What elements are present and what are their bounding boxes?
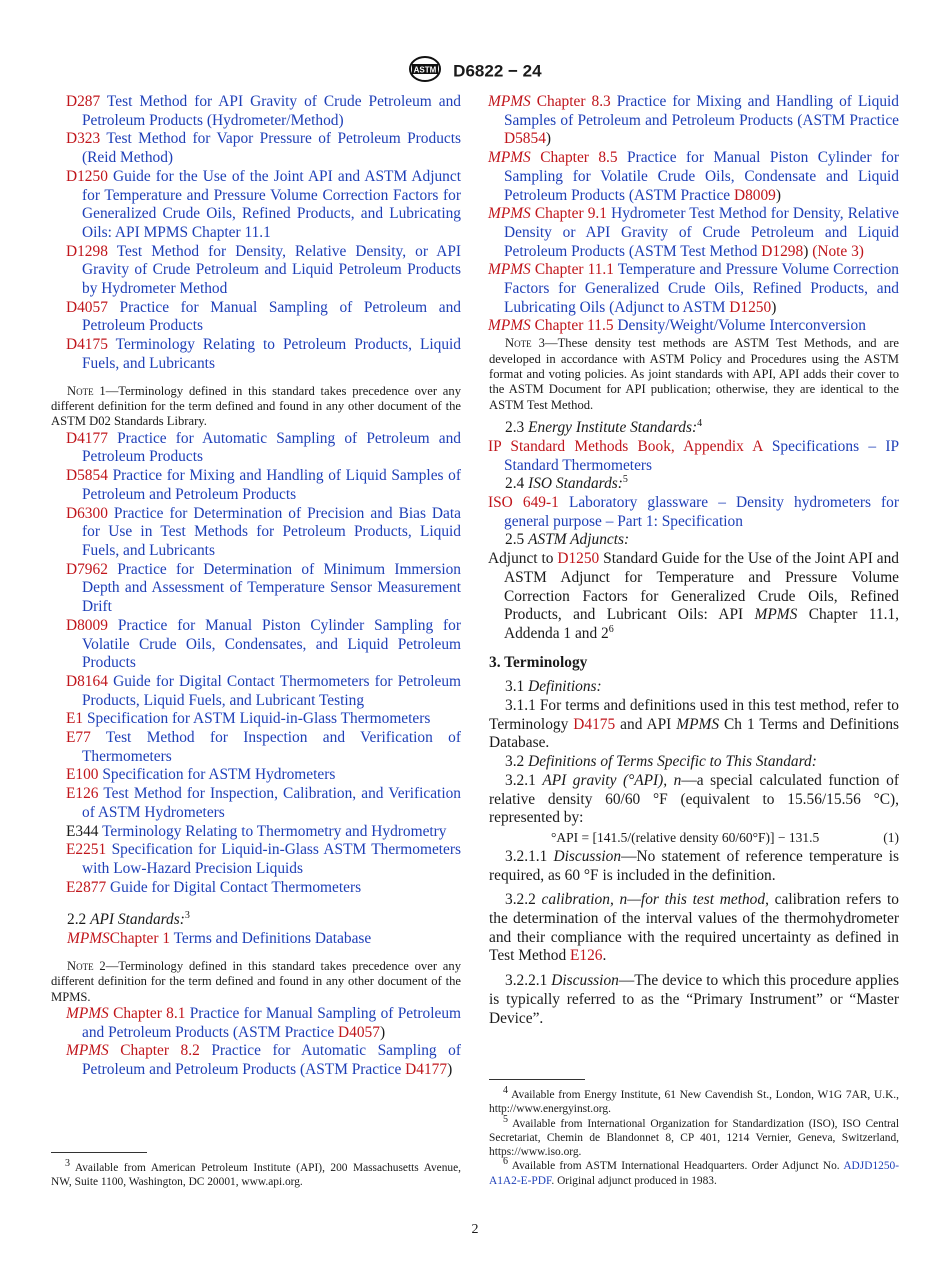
ref-link[interactable]: D8009 — [733, 186, 776, 204]
reference-entry — [51, 299, 461, 336]
reference-entry — [51, 430, 461, 467]
reference-title-link[interactable]: Test Method for Vapor Pressure of Petroleum Products (Reid Method) — [82, 130, 461, 167]
note-3: Note 3—These density test methods are ASTM Test Methods, and are developed in accordance with ASTM Policy and Procedures using the ASTM format and voting policies. As joint standards with API, API adds their cover to the ASTM Document for API publication; otherwise, they are identical to the ASTM Test Method. — [489, 336, 899, 412]
reference-title-link[interactable]: Specification for ASTM Liquid-in-Glass Thermometers — [86, 710, 431, 728]
chapter-link[interactable]: Chapter 8.1 — [113, 1004, 186, 1022]
reference-code-link[interactable]: E2877 — [66, 878, 107, 896]
reference-code-link[interactable]: D323 — [66, 130, 101, 148]
reference-title-link[interactable]: Guide for Digital Contact Thermometers for Petroleum Products, Liquid Fuels, and Lubricant Testing — [82, 672, 461, 709]
chapter-link[interactable]: Chapter 9.1 — [534, 205, 607, 223]
section-3-1-1: 3.1.1 For terms and definitions used in this test method, refer to Terminology D4175 and API MPMS Ch 1 Terms and Definitions Database. — [489, 697, 900, 752]
reference-code-link[interactable]: D287 — [66, 93, 101, 110]
ref-link[interactable]: D1250 — [729, 298, 772, 316]
title-link[interactable]: Temperature and Pressure Volume Correction Factors for Generalized Crude Oils, Refined Products, and Lubricating Oils (Adjunct to ASTM — [504, 261, 899, 316]
adjunct-entry: Adjunct to D1250 Standard Guide for the Use of the Joint API and ASTM Adjunct for Temperature and Pressure Volume Correction Factors for Generalized Crude Oils, Refined Products, and Lubricant Oils: API MPMS Chapter 11.1, Addenda 1 and $2^6$ — [488, 550, 899, 642]
reference-title-link[interactable]: Test Method for Inspection, Calibration, and Verification of ASTM Hydrometers — [82, 785, 461, 821]
ref-link[interactable]: D1298 — [761, 242, 804, 260]
designation: D6822 − 24 — [453, 61, 542, 81]
footnote-6: $^6$ Available from ASTM International Headquarters. Order Adjunct No. ADJD1250-A1A2-E-PDF. Original adjunct produced in 1983. — [489, 1156, 900, 1187]
title-link[interactable]: Practice for Manual Sampling of Petroleum and Petroleum Products (ASTM Practice — [82, 1004, 461, 1041]
reference-code-link[interactable]: D6300 — [66, 504, 108, 522]
reference-title-link[interactable]: Terminology Relating to Petroleum Products, Liquid Fuels, and Lubricants — [82, 336, 461, 372]
astm-logo-icon — [408, 56, 442, 87]
reference-code-link[interactable]: D1298 — [66, 242, 108, 260]
left-column — [51, 93, 461, 1080]
chapter-link[interactable]: Chapter 8.5 — [540, 149, 618, 167]
reference-code-link[interactable]: E1 — [66, 710, 84, 728]
reference-code-link[interactable]: D8164 — [66, 672, 108, 690]
page-header — [0, 56, 950, 87]
reference-title-link[interactable]: Practice for Determination of Precision and Bias Data for Use in Test Methods for Petroleum Products, Liquid Fuels, and Lubricants — [82, 504, 461, 559]
reference-title-link[interactable]: Specification for ASTM Hydrometers — [102, 766, 336, 784]
section-3-2: 3.2 Definitions of Terms Specific to This Standard: — [505, 753, 817, 771]
ip-title-link[interactable]: Specifications – IP Standard Thermometers — [504, 437, 900, 474]
reference-list — [51, 93, 461, 374]
reference-entry — [51, 841, 461, 878]
title-link[interactable]: Hydrometer Test Method for Density, Relative Density or API Gravity of Crude Petroleum and Liquid Petroleum Products (ASTM Test Method — [504, 205, 899, 260]
mpms-8-1: MPMS Chapter 8.1 Practice for Manual Sampling of Petroleum and Petroleum Products (ASTM Practice D4057) — [66, 1004, 461, 1041]
reference-code-link[interactable]: E344 — [66, 822, 99, 840]
reference-title-link[interactable]: Practice for Mixing and Handling of Liquid Samples of Petroleum and Petroleum Products — [82, 467, 461, 503]
reference-entry — [51, 729, 461, 766]
equation-1 — [489, 828, 899, 848]
footnote-5: $^5$ Available from International Organization for Standardization (ISO), ISO Central Secretariat, Chemin de Blandonnet 8, CP 401, 1214 Vernier, Geneva, Switzerland, https://www.iso.org. — [489, 1113, 899, 1159]
reference-code-link[interactable]: D5854 — [66, 467, 108, 485]
mpms-8-5: MPMS Chapter 8.5 Practice for Manual Piston Cylinder for Sampling for Volatile Crude Oils, Condensate and Liquid Petroleum Products (ASTM Practice D8009) — [488, 149, 899, 204]
section-3-2-2-1: 3.2.2.1 Discussion—The device to which this procedure applies is typically referred to as the “Primary Instrument” or “Master Device”. — [489, 972, 899, 1027]
reference-title-link[interactable]: Test Method for API Gravity of Crude Petroleum and Petroleum Products (Hydrometer/Method) — [82, 93, 461, 129]
e126-link[interactable]: E126 — [570, 947, 603, 965]
section-3-2-2: 3.2.2 calibration, n—for this test method, calibration refers to the determination of the interval values of the thermohydrometer and their compliance with the required uncertainty as defined in Test Method E126. — [489, 891, 899, 965]
reference-title-link[interactable]: Practice for Determination of Minimum Immersion Depth and Assessment of Temperature Sensor Measurement Drift — [82, 560, 461, 616]
reference-entry — [51, 93, 461, 130]
section-2-3: 2.3 Energy Institute Standards:$^4$ — [505, 418, 703, 437]
mpms-title-link[interactable]: Terms and Definitions Database — [173, 930, 372, 948]
mpms-11-1: MPMS Chapter 11.1 Temperature and Pressure Volume Correction Factors for Generalized Crude Oils, Refined Products, and Lubricating Oils (Adjunct to ASTM D1250) — [488, 261, 899, 316]
reference-code-link[interactable]: E100 — [66, 766, 99, 784]
reference-entry — [51, 879, 461, 898]
ref-link[interactable]: D4177 — [405, 1061, 448, 1079]
mpms-8-3: MPMS Chapter 8.3 Practice for Mixing and Handling of Liquid Samples of Petroleum and Petroleum Products (ASTM Practice D5854) — [488, 93, 899, 148]
reference-title-link[interactable]: Guide for Digital Contact Thermometers — [110, 878, 362, 896]
reference-entry — [51, 336, 461, 373]
mpms-chapter-1: MPMSChapter 1 Terms and Definitions Database — [67, 930, 372, 948]
reference-entry — [51, 168, 461, 243]
reference-entry — [51, 467, 461, 504]
page-number: 2 — [471, 1222, 479, 1237]
chapter-link[interactable]: Chapter 11.5 — [534, 317, 614, 335]
mpms-9-1: MPMS Chapter 9.1 Hydrometer Test Method for Density, Relative Density or API Gravity of Crude Petroleum and Liquid Petroleum Products (ASTM Test Method D1298) (Note 3) — [488, 205, 899, 260]
reference-entry — [51, 243, 461, 299]
reference-entry — [51, 823, 461, 842]
footnote-rule — [489, 1079, 585, 1080]
section-3-1: 3.1 Definitions: — [505, 678, 602, 696]
title-link[interactable]: Practice for Automatic Sampling of Petroleum and Petroleum Products (ASTM Practice — [82, 1042, 461, 1079]
reference-entry — [51, 617, 461, 673]
iso-code-link[interactable]: ISO 649-1 — [488, 493, 559, 511]
footnote-rule — [51, 1152, 147, 1153]
reference-code-link[interactable]: D4057 — [66, 298, 108, 316]
reference-code-link[interactable]: D4175 — [66, 336, 108, 354]
section-2-2: 2.2 API Standards:$^3$ — [67, 910, 190, 929]
mpms-chapter-link[interactable]: Chapter 1 — [109, 930, 171, 948]
reference-title-link[interactable]: Practice for Manual Piston Cylinder Sampling for Volatile Crude Oils, Condensates, and Liquid Petroleum Products — [82, 616, 461, 672]
adjunct-ref-link[interactable]: D1250 — [557, 550, 600, 568]
note-1: Note 1—Terminology defined in this standard takes precedence over any different definition for the term defined and found in any other document of the ASTM D02 Standards Library. — [51, 383, 461, 429]
iso-standard — [473, 494, 899, 531]
note-2: Note 2—Terminology defined in this standard takes precedence over any different definition for the term defined and found in any other document of the MPMS. — [51, 958, 461, 1004]
ref-link[interactable]: D4057 — [338, 1023, 380, 1041]
reference-title-link[interactable]: Guide for the Use of the Joint API and ASTM Adjunct for Temperature and Pressure Volume Correction Factors for Generalized Crude Oils, Refined Products, and Lubricating Oils: API MPMS Chapter 11.1 — [82, 167, 461, 241]
ip-code-link[interactable]: IP Standard Methods Book, Appendix A — [488, 437, 763, 455]
adjunct-order-link[interactable]: ADJD1250-A1A2-E-PDF — [489, 1160, 900, 1187]
ref-link[interactable]: D5854 — [504, 130, 546, 148]
reference-code-link[interactable]: D1250 — [66, 167, 108, 185]
svg-text:ASTM: ASTM — [414, 65, 437, 75]
title-link[interactable]: Density/Weight/Volume Interconversion — [617, 317, 866, 335]
reference-title-link[interactable]: Test Method for Inspection and Verification of Thermometers — [82, 729, 461, 765]
section-heading-terminology: 3. Terminology — [489, 653, 588, 671]
reference-title-link[interactable]: Specification for Liquid-in-Glass ASTM Thermometers with Low-Hazard Precision Liquids — [82, 841, 461, 877]
reference-entry — [51, 561, 461, 617]
right-footnotes — [489, 1079, 899, 1188]
reference-entry — [51, 710, 461, 729]
title-link[interactable]: Practice for Mixing and Handling of Liquid Samples of Petroleum and Petroleum Products (ASTM Practice — [504, 93, 899, 129]
reference-code-link[interactable]: D4177 — [66, 429, 108, 447]
reference-list — [51, 430, 461, 898]
chapter-link[interactable]: Chapter 8.2 — [120, 1042, 200, 1060]
footnote-4: $^4$ Available from Energy Institute, 61 New Cavendish St., London, W1G 7AR, U.K., http://www.energyinst.org. — [489, 1085, 900, 1116]
equation-text: °API = [141.5/(relative density 60/60°F)] − 131.5 — [551, 829, 820, 845]
reference-title-link[interactable]: Terminology Relating to Thermometry and Hydrometry — [102, 822, 447, 840]
reference-entry — [51, 505, 461, 561]
footnote-3: $^3$ Available from American Petroleum Institute (API), 200 Massachusetts Avenue, NW, Suite 1100, Washington, DC 20001, www.api.org. — [51, 1158, 462, 1189]
note-link[interactable]: (Note 3) — [812, 242, 864, 260]
section-3-2-1-1: 3.2.1.1 Discussion—No statement of reference temperature is required, as 60 °F is included in the definition. — [489, 847, 899, 884]
reference-entry — [51, 673, 461, 710]
reference-entry — [51, 766, 461, 785]
reference-code-link[interactable]: D7962 — [66, 560, 108, 578]
mpms-8-2: MPMS Chapter 8.2 Practice for Automatic Sampling of Petroleum and Petroleum Products (ASTM Practice D4177) — [66, 1042, 461, 1079]
reference-title-link[interactable]: Test Method for Density, Relative Density, or API Gravity of Crude Petroleum and Liquid Petroleum Products by Hydrometer Method — [82, 242, 462, 298]
reference-entry — [51, 130, 461, 167]
reference-code-link[interactable]: D8009 — [66, 616, 108, 634]
iso-title-link[interactable]: Laboratory glassware – Density hydrometers for general purpose – Part 1: Specification — [504, 493, 899, 530]
equation-number: (1) — [883, 829, 899, 845]
reference-title-link[interactable]: Practice for Automatic Sampling of Petroleum and Petroleum Products — [82, 429, 461, 466]
chapter-link[interactable]: Chapter 8.3 — [536, 93, 611, 110]
section-2-4: 2.4 ISO Standards:$^5$ — [505, 474, 628, 493]
reference-title-link[interactable]: Practice for Manual Sampling of Petroleum and Petroleum Products — [82, 298, 461, 335]
mpms-11-5: MPMS Chapter 11.5 Density/Weight/Volume Interconversion — [488, 317, 866, 335]
left-footnotes — [51, 1152, 461, 1190]
reference-entry — [51, 785, 461, 822]
reference-code-link[interactable]: E2251 — [66, 841, 107, 859]
right-column — [489, 93, 899, 1028]
section-3-2-1: 3.2.1 API gravity (°API), n—a special calculated function of relative density 60/60 °F (equivalent to 15.56/15.56 °C), represented by: — [489, 771, 899, 827]
d4175-link[interactable]: D4175 — [573, 715, 616, 733]
chapter-link[interactable]: Chapter 11.1 — [534, 261, 614, 279]
reference-code-link[interactable]: E77 — [66, 729, 91, 747]
reference-code-link[interactable]: E126 — [66, 785, 99, 803]
title-link[interactable]: Practice for Manual Piston Cylinder for Sampling for Volatile Crude Oils, Condensate and Liquid Petroleum Products (ASTM Practice — [504, 149, 899, 204]
section-2-5: 2.5 ASTM Adjuncts: — [505, 531, 630, 549]
ip-standard — [473, 438, 899, 475]
